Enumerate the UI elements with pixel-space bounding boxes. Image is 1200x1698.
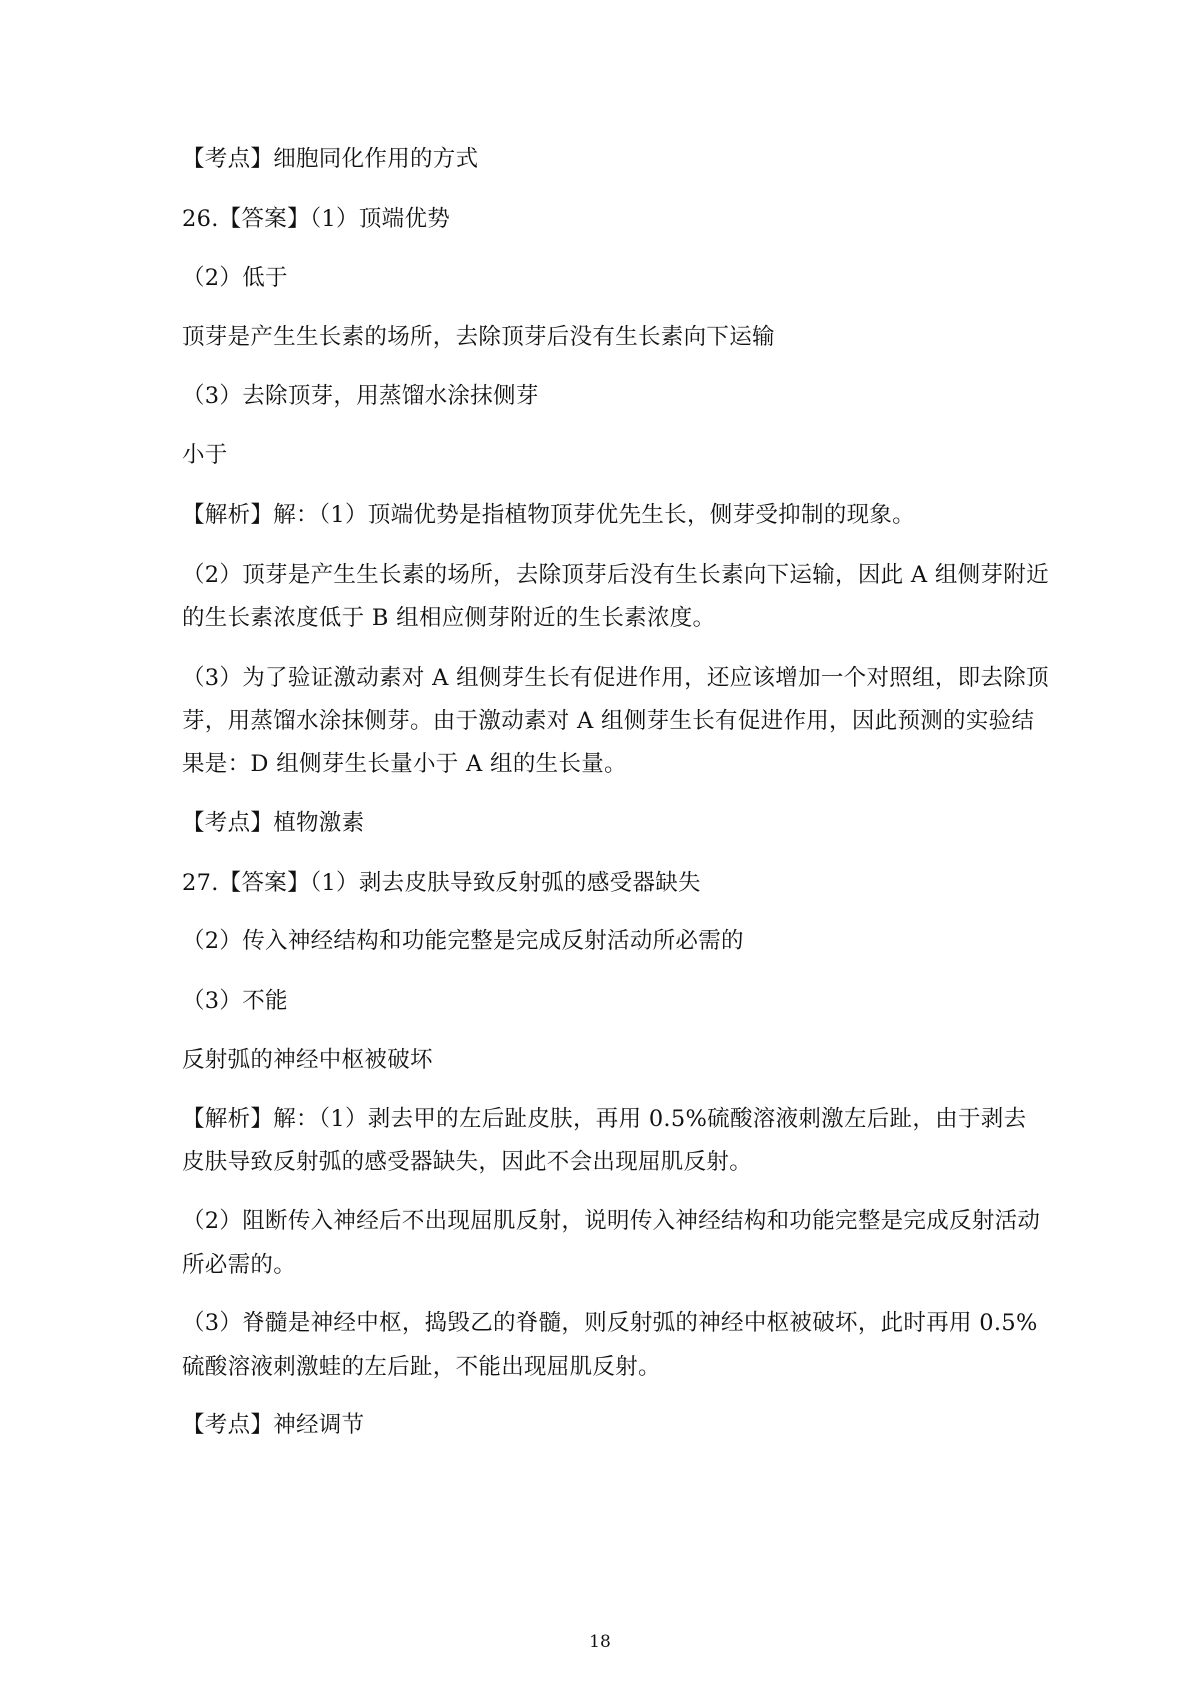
line-9: 的生长素浓度低于 B 组相应侧芽附近的生长素浓度。 [182, 605, 716, 631]
line-21: 所必需的。 [182, 1252, 297, 1278]
line-10: （3）为了验证激动素对 A 组侧芽生长有促进作用，还应该增加一个对照组，即去除顶 [182, 665, 1049, 691]
line-18: 【解析】解：（1）剥去甲的左后趾皮肤，再用 0.5%硫酸溶液刺激左后趾，由于剥去 [182, 1106, 1027, 1132]
line-1: 【考点】细胞同化作用的方式 [182, 146, 479, 172]
line-22: （3）脊髓是神经中枢，捣毁乙的脊髓，则反射弧的神经中枢被破坏，此时再用 0.5% [182, 1310, 1038, 1336]
line-3: （2）低于 [182, 265, 288, 291]
line-5: （3）去除顶芽，用蒸馏水涂抹侧芽 [182, 383, 539, 409]
line-14: 27.【答案】（1）剥去皮肤导致反射弧的感受器缺失 [182, 870, 701, 896]
line-8: （2）顶芽是产生生长素的场所，去除顶芽后没有生长素向下运输，因此 A 组侧芽附近 [182, 562, 1049, 588]
line-24: 【考点】神经调节 [182, 1412, 365, 1438]
line-11: 芽，用蒸馏水涂抹侧芽。由于激动素对 A 组侧芽生长有促进作用，因此预测的实验结 [182, 708, 1035, 734]
line-15: （2）传入神经结构和功能完整是完成反射活动所必需的 [182, 928, 744, 954]
line-2: 26.【答案】（1）顶端优势 [182, 206, 451, 232]
line-17: 反射弧的神经中枢被破坏 [182, 1047, 433, 1073]
line-20: （2）阻断传入神经后不出现屈肌反射，说明传入神经结构和功能完整是完成反射活动 [182, 1208, 1041, 1234]
page-number: 18 [589, 1632, 611, 1652]
line-6: 小于 [182, 442, 228, 468]
line-13: 【考点】植物激素 [182, 810, 365, 836]
line-23: 硫酸溶液刺激蛙的左后趾，不能出现屈肌反射。 [182, 1354, 661, 1380]
line-19: 皮肤导致反射弧的感受器缺失，因此不会出现屈肌反射。 [182, 1149, 753, 1175]
line-12: 果是：D 组侧芽生长量小于 A 组的生长量。 [182, 751, 627, 777]
line-4: 顶芽是产生生长素的场所，去除顶芽后没有生长素向下运输 [182, 324, 775, 350]
line-16: （3）不能 [182, 988, 288, 1014]
line-7: 【解析】解：（1）顶端优势是指植物顶芽优先生长，侧芽受抑制的现象。 [182, 502, 915, 528]
